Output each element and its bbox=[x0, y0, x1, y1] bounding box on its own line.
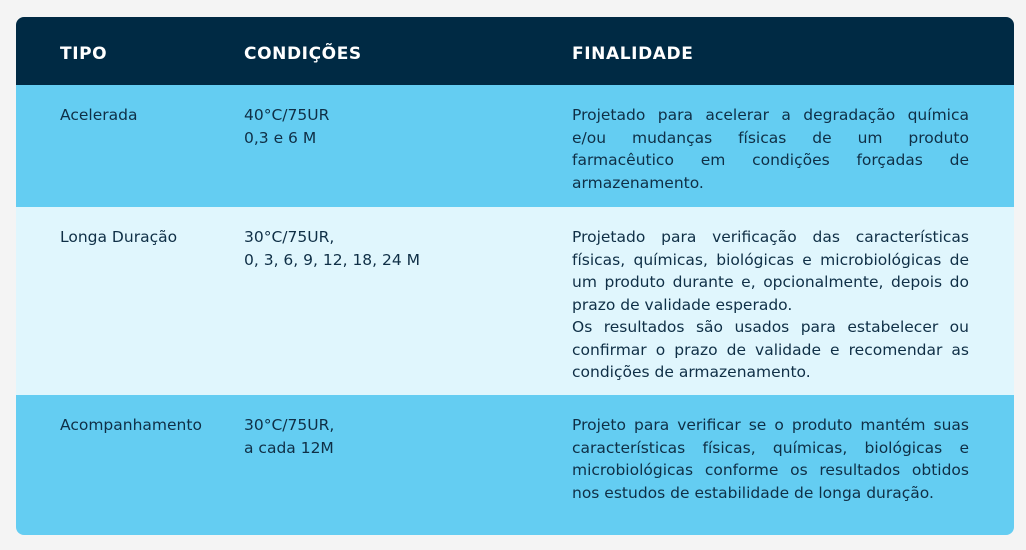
finalidade-paragraph: Projetado para acelerar a degradação química e/ou mudanças físicas de um produto farmacêutico em condições forçadas de armazenamento. bbox=[572, 106, 969, 192]
finalidade-paragraph: Projeto para verificar se o produto mantém suas características físicas, químicas, biológicas e microbiológicas conforme os resultados obtidos nos estudos de estabilidade de longa duração. bbox=[572, 416, 969, 502]
finalidade-cell bbox=[572, 414, 969, 504]
finalidade-paragraph: Os resultados são usados para estabelecer ou confirmar o prazo de validade e recomendar as condições de armazenamento. bbox=[572, 318, 969, 381]
condicoes-line: 30°C/75UR, bbox=[244, 228, 335, 246]
condicoes-line: 40°C/75UR bbox=[244, 106, 330, 124]
tipo-cell: Acompanhamento bbox=[60, 416, 202, 434]
table-row bbox=[16, 395, 1014, 535]
condicoes-line: 0,3 e 6 M bbox=[244, 128, 317, 147]
header-tipo: TIPO bbox=[60, 44, 108, 64]
condicoes-line: 0, 3, 6, 9, 12, 18, 24 M bbox=[244, 250, 421, 269]
table-row bbox=[16, 85, 1014, 207]
condicoes-cell bbox=[244, 226, 420, 271]
finalidade-cell bbox=[572, 104, 969, 194]
finalidade-cell bbox=[572, 226, 969, 384]
tipo-cell: Acelerada bbox=[60, 106, 138, 124]
condicoes-cell bbox=[244, 104, 329, 149]
table-header bbox=[16, 17, 1014, 85]
header-finalidade: FINALIDADE bbox=[572, 44, 694, 64]
tipo-cell: Longa Duração bbox=[60, 228, 178, 246]
condicoes-line: 30°C/75UR, bbox=[244, 416, 335, 434]
condicoes-cell bbox=[244, 414, 334, 459]
condicoes-line: a cada 12M bbox=[244, 438, 334, 457]
header-condicoes: CONDIÇÕES bbox=[244, 44, 362, 64]
stability-table bbox=[16, 17, 1014, 535]
finalidade-paragraph: Projetado para verificação das características físicas, químicas, biológicas e microbiológicas de um produto durante e, opcionalmente, depois do prazo de validade esperado. bbox=[572, 228, 969, 314]
table-row bbox=[16, 207, 1014, 395]
